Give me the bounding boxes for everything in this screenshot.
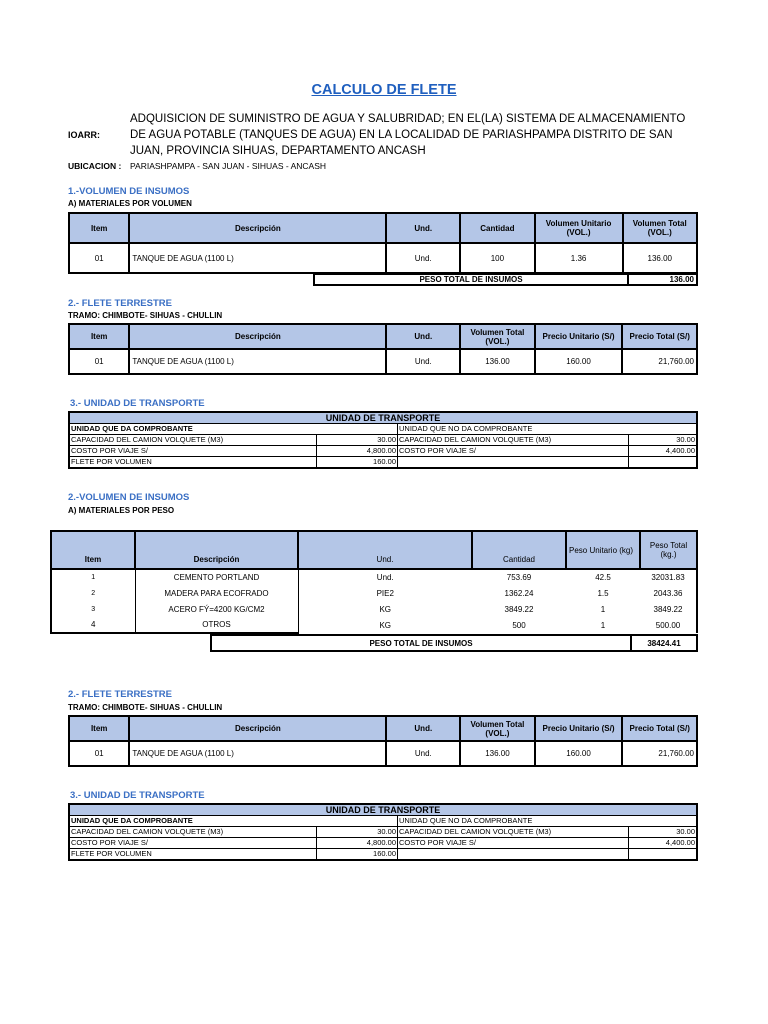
- cell: 160.00: [535, 349, 623, 374]
- cell: 100: [460, 243, 535, 273]
- project-description: ADQUISICION DE SUMINISTRO DE AGUA Y SALUBRIDAD; EN EL(LA) SISTEMA DE ALMACENAMIENTO DE AGUA POTABLE (TANQUES DE AGUA) EN LA LOCALIDAD DE PARIASHPAMPA DISTRITO DE SAN JUAN, PROVINCIA SIHUAS, DEPARTAMENTO ANCASH: [130, 113, 686, 157]
- cell: 160.00: [317, 457, 398, 469]
- cell: 21,760.00: [622, 349, 697, 374]
- table-row: [69, 849, 697, 861]
- col-header: Volumen Total (VOL.): [460, 324, 534, 349]
- project-label: IOARR:: [68, 130, 100, 140]
- col-header: Descripción: [129, 716, 386, 741]
- cell: 42.5: [595, 573, 611, 582]
- section-subheading: TRAMO: CHIMBOTE- SIHUAS - CHULLIN: [68, 703, 223, 712]
- col-header: Descripción: [135, 531, 298, 569]
- cell: ACERO FÝ=4200 KG/CM2: [135, 601, 298, 617]
- transport-right-title: UNIDAD QUE NO DA COMPROBANTE: [398, 424, 698, 435]
- cell: 4,800.00: [317, 838, 398, 849]
- cell: CAPACIDAD DEL CAMION VOLQUETE (M3): [69, 827, 317, 838]
- total-label: PESO TOTAL DE INSUMOS: [211, 635, 631, 651]
- table-row: [69, 457, 697, 469]
- cell: 3: [51, 601, 135, 617]
- page-title: CALCULO DE FLETE: [311, 82, 457, 98]
- cell: COSTO POR VIAJE S/: [69, 838, 317, 849]
- cell: 01: [69, 741, 129, 766]
- cell: 30.00: [629, 435, 698, 446]
- table-row: [69, 838, 697, 849]
- cell: 500.00: [640, 617, 697, 633]
- cell: KG: [298, 617, 472, 633]
- section-heading: 1.-VOLUMEN DE INSUMOS: [68, 186, 190, 197]
- cell: COSTO POR VIAJE S/: [398, 838, 629, 849]
- col-header: Und.: [298, 531, 472, 569]
- cell: 1: [600, 620, 606, 630]
- col-header: Precio Total (S/): [622, 324, 697, 349]
- cell: [398, 457, 629, 469]
- col-header: Precio Total (S/): [622, 716, 697, 741]
- cell: 2043.36: [640, 585, 697, 601]
- cell: COSTO POR VIAJE S/: [69, 446, 317, 457]
- cell: 500: [512, 620, 526, 630]
- section-subheading: A) MATERIALES POR PESO: [68, 506, 175, 515]
- col-header: Item: [69, 716, 129, 741]
- cell: Und.: [386, 349, 460, 374]
- col-header: Und.: [386, 213, 460, 243]
- col-header: Descripción: [129, 324, 386, 349]
- col-header: Volumen Total (VOL.): [460, 716, 534, 741]
- col-header: Precio Unitario (S/): [535, 716, 623, 741]
- cell: 1: [600, 604, 606, 614]
- cell: 2: [51, 585, 135, 601]
- cell: Und.: [386, 741, 460, 766]
- table-row: [69, 243, 697, 273]
- weight-table: [50, 530, 698, 634]
- transport-table: [68, 411, 698, 469]
- cell: MADERA PARA ECOFRADO: [135, 585, 298, 601]
- col-header: Volumen Total (VOL.): [623, 213, 698, 243]
- weight-total-row: [210, 634, 698, 652]
- cell: KG: [298, 601, 472, 617]
- cell: 136.00: [460, 349, 534, 374]
- section-subheading: TRAMO: CHIMBOTE- SIHUAS - CHULLIN: [68, 311, 223, 320]
- section-heading: 2.- FLETE TERRESTRE: [68, 689, 172, 700]
- cell: 136.00: [460, 741, 534, 766]
- cell: 160.00: [317, 849, 398, 861]
- cell: 4,800.00: [317, 446, 398, 457]
- total-value: 136.00: [628, 274, 697, 285]
- cell: CAPACIDAD DEL CAMION VOLQUETE (M3): [69, 435, 317, 446]
- table-row: [69, 741, 697, 766]
- section-heading: 2.- FLETE TERRESTRE: [68, 298, 172, 309]
- cell: CAPACIDAD DEL CAMION VOLQUETE (M3): [398, 827, 629, 838]
- cell: 4: [51, 617, 135, 633]
- flete-table: [68, 323, 698, 375]
- cell: COSTO POR VIAJE S/: [398, 446, 629, 457]
- total-label: PESO TOTAL DE INSUMOS: [314, 274, 628, 285]
- col-header: Cantidad: [460, 213, 535, 243]
- cell: FLETE POR VOLUMEN: [69, 457, 317, 469]
- cell: 4,400.00: [629, 446, 698, 457]
- cell: 01: [69, 243, 129, 273]
- volume-table: [68, 212, 698, 274]
- col-header: Descripción: [129, 213, 386, 243]
- cell: OTROS: [135, 617, 298, 633]
- col-header: Volumen Unitario (VOL.): [535, 213, 623, 243]
- cell: [629, 849, 698, 861]
- col-header: Peso Unitario (kg): [566, 531, 640, 569]
- section-subheading: A) MATERIALES POR VOLUMEN: [68, 199, 192, 208]
- table-row: [69, 349, 697, 374]
- cell: 3849.22: [504, 604, 534, 614]
- cell: 1.5: [597, 588, 609, 598]
- table-row: [69, 827, 697, 838]
- table-row: [51, 569, 697, 585]
- cell: Und.: [386, 243, 460, 273]
- col-header: Cantidad: [472, 531, 566, 569]
- cell: 1.36: [535, 243, 623, 273]
- ubicacion-value: PARIASHPAMPA - SAN JUAN - SIHUAS - ANCASH: [130, 161, 327, 171]
- col-header: Und.: [386, 716, 460, 741]
- cell: FLETE POR VOLUMEN: [69, 849, 317, 861]
- volume-total-row: [313, 273, 698, 286]
- cell: 30.00: [629, 827, 698, 838]
- cell: 21,760.00: [622, 741, 697, 766]
- cell: TANQUE DE AGUA (1100 L): [129, 741, 386, 766]
- section-heading: 2.-VOLUMEN DE INSUMOS: [68, 492, 190, 503]
- table-row: [69, 435, 697, 446]
- cell: 1362.24: [504, 588, 534, 598]
- cell: PIE2: [298, 585, 472, 601]
- cell: TANQUE DE AGUA (1100 L): [129, 349, 386, 374]
- flete-table: [68, 715, 698, 767]
- table-row: [69, 446, 697, 457]
- col-header: Peso Total (kg.): [640, 531, 697, 569]
- cell: 30.00: [317, 827, 398, 838]
- cell: 30.00: [317, 435, 398, 446]
- col-header: Item: [69, 213, 129, 243]
- cell: 1: [51, 569, 135, 585]
- transport-left-title: UNIDAD QUE DA COMPROBANTE: [69, 424, 398, 435]
- col-header: Item: [69, 324, 129, 349]
- table-row: [51, 617, 697, 633]
- cell: CAPACIDAD DEL CAMION VOLQUETE (M3): [398, 435, 629, 446]
- cell: 4,400.00: [629, 838, 698, 849]
- cell: [398, 849, 629, 861]
- transport-table-title: UNIDAD DE TRANSPORTE: [69, 804, 697, 816]
- section-heading: 3.- UNIDAD DE TRANSPORTE: [70, 790, 205, 801]
- cell: Und.: [298, 569, 472, 585]
- transport-table-title: UNIDAD DE TRANSPORTE: [69, 412, 697, 424]
- cell: 753.69: [506, 573, 532, 582]
- cell: 160.00: [535, 741, 623, 766]
- total-value: 38424.41: [631, 635, 697, 651]
- col-header: Precio Unitario (S/): [535, 324, 623, 349]
- transport-right-title: UNIDAD QUE NO DA COMPROBANTE: [398, 816, 698, 827]
- ubicacion-label: UBICACION :: [68, 161, 122, 171]
- cell: TANQUE DE AGUA (1100 L): [129, 243, 386, 273]
- cell: [629, 457, 698, 469]
- cell: 3849.22: [640, 601, 697, 617]
- table-row: [51, 601, 697, 617]
- transport-left-title: UNIDAD QUE DA COMPROBANTE: [69, 816, 398, 827]
- col-header: Und.: [386, 324, 460, 349]
- transport-table: [68, 803, 698, 861]
- section-heading: 3.- UNIDAD DE TRANSPORTE: [70, 398, 205, 409]
- cell: 136.00: [623, 243, 698, 273]
- table-row: [51, 585, 697, 601]
- col-header: Item: [51, 531, 135, 569]
- cell: 01: [69, 349, 129, 374]
- cell: CEMENTO PORTLAND: [135, 569, 298, 585]
- cell: 32031.83: [640, 569, 697, 585]
